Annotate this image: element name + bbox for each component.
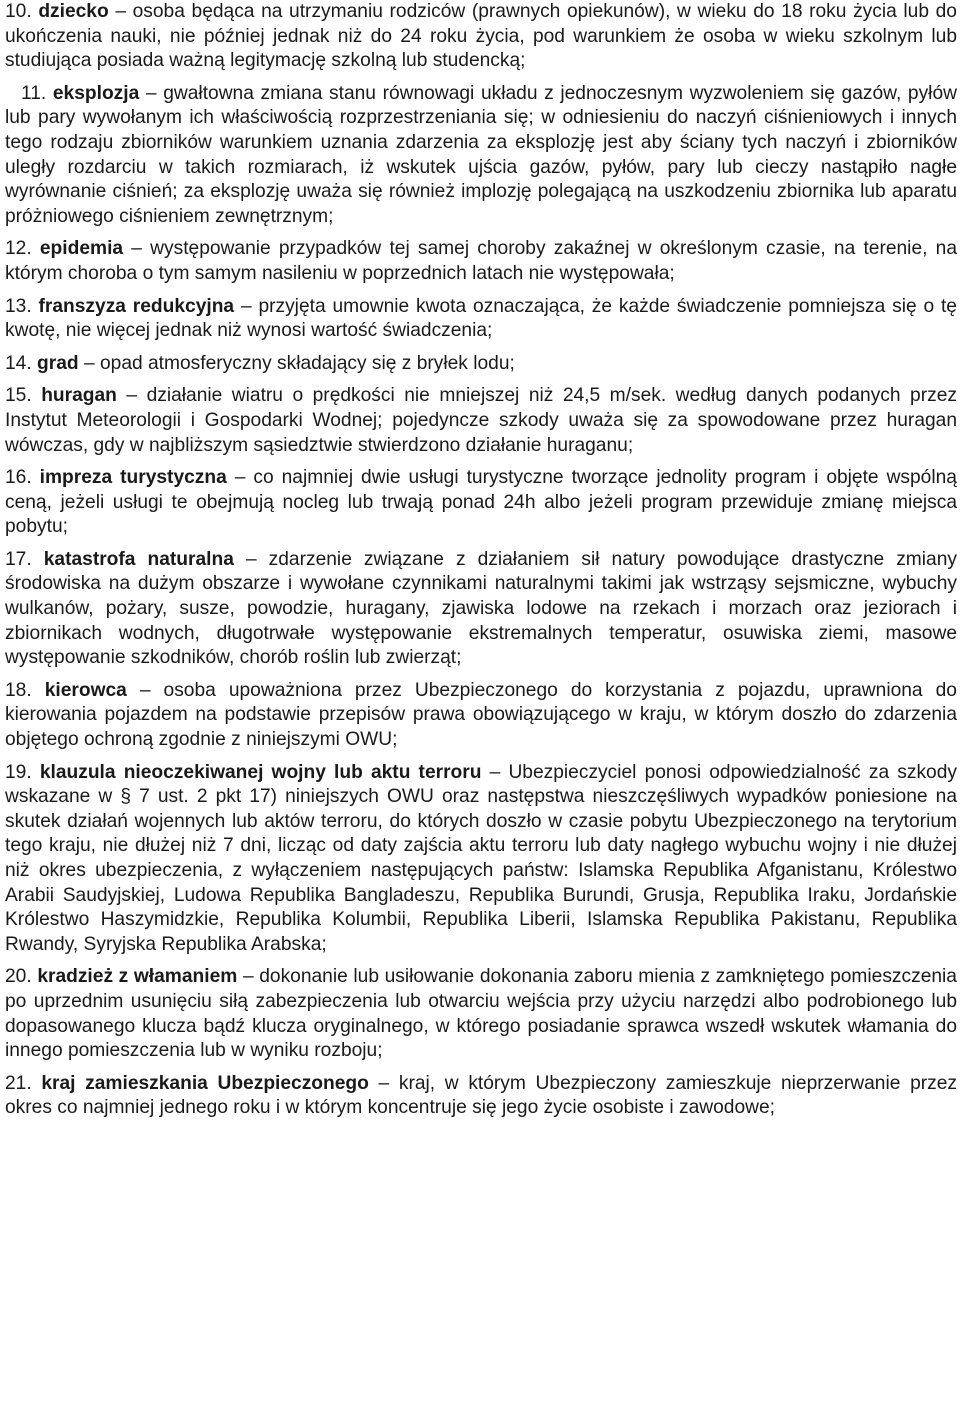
definition-text: gwałtowna zmiana stanu równowagi układu z jednoczesnym wyzwoleniem się gazów, pyłów lub pary wywołanym ich właściwością rozprzestrzeniania się; w odniesieniu do naczyń ciśnieniowych i innych tego rodzaju zbiorników warunkiem uznania zdarzenia za eksplozję jest aby ściany tych naczyń i zbiorników uległy rozdarciu w takich rozmiarach, iż wskutek ujścia gazów, pyłów, pary lub cieczy nastąpiło nagłe wyrównanie ciśnień; za eksplozję uważa się również implozję polegającą na uszkodzeniu zbiornika lub aparatu próżniowego ciśnieniem zewnętrznym; [5, 82, 957, 227]
definition-text: przyjęta umownie kwota oznaczająca, że każde świadczenie pomniejsza się o tę kwotę, nie więcej jednak niż wynosi wartość świadczenia; [5, 295, 957, 342]
definition-number: 14. [5, 352, 32, 374]
definition-term: eksplozja [52, 82, 140, 104]
definition-term: katastrofa naturalna [43, 548, 234, 570]
definition-18 [5, 679, 957, 753]
definition-number: 19. [5, 761, 32, 783]
definition-number: 12. [5, 238, 32, 260]
dash: – [489, 761, 501, 783]
definition-text: opad atmosferyczny składający się z bryłek lodu; [99, 352, 515, 374]
definition-term: dziecko [38, 1, 109, 22]
definition-text: występowanie przypadków tej samej choroby zakaźnej w określonym czasie, na terenie, na którym choroba o tym samym nasileniu w poprzednich latach nie występowała; [5, 238, 957, 284]
definition-term: grad [37, 352, 79, 374]
definition-number: 17. [5, 548, 32, 570]
dash: – [83, 352, 95, 374]
definition-term: kraj zamieszkania Ubezpieczonego [41, 1072, 369, 1094]
definition-13 [5, 295, 957, 344]
dash: – [126, 385, 138, 407]
definition-text: osoba upoważniona przez Ubezpieczonego do korzystania z pojazdu, uprawniona do kierowania pojazdem na podstawie przepisów prawa obowiązującego w kraju, w którym doszło do zdarzenia objętego ochroną zgodnie z niniejszymi OWU; [5, 679, 957, 751]
definition-term: franszyza redukcyjna [38, 295, 235, 317]
definition-text: co najmniej dwie usługi turystyczne tworzące jednolity program i objęte wspólną ceną, jeżeli usługi te obejmują nocleg lub trwają ponad 24h albo jeżeli program przewiduje zmianę miejsca pobytu; [5, 467, 957, 538]
definition-number: 15. [5, 385, 32, 407]
definition-text: kraj, w którym Ubezpieczony zamieszkuje nieprzerwanie przez okres co najmniej jednego roku i w którym koncentruje się jego życie osobiste i zawodowe; [5, 1072, 957, 1119]
definition-number: 21. [5, 1072, 32, 1094]
definition-number: 10. [5, 1, 32, 22]
definition-term: impreza turystyczna [39, 467, 227, 489]
dash: – [145, 82, 157, 104]
definition-text: zdarzenie związane z działaniem sił natury powodujące drastyczne zmiany środowiska na dużym obszarze i wywołane czynnikami naturalnymi takimi jak wstrząsy sejsmiczne, wybuchy wulkanów, pożary, susze, powodzie, huragany, zjawiska lodowe na rzekach i morzach oraz jeziorach i zbiornikach wodnych, długotrwałe występowanie ekstremalnych temperatur, osuwiska ziemi, masowe występowanie szkodników, chorób roślin lub zwierząt; [5, 548, 957, 669]
definition-number: 13. [5, 295, 32, 317]
definition-number: 11. [21, 82, 47, 104]
definition-term: huragan [41, 385, 117, 407]
dash: – [245, 548, 257, 570]
definition-12 [5, 237, 957, 286]
definition-15 [5, 384, 957, 458]
definition-19 [5, 761, 957, 958]
definition-10 [5, 0, 957, 74]
definition-17 [5, 548, 957, 671]
dash: – [131, 238, 142, 260]
definition-number: 20. [5, 966, 32, 988]
definition-16 [5, 466, 957, 540]
definition-text: dokonanie lub usiłowanie dokonania zaboru mienia z zamkniętego pomieszczenia po uprzednim usunięciu siłą zabezpieczenia lub otwarciu wejścia przy użyciu narzędzi albo podrobionego lub dopasowanego klucza bądź klucza oryginalnego, w którego posiadanie sprawca wszedł wskutek włamania do innego pomieszczenia lub w wyniku rozboju; [5, 966, 957, 1062]
definition-term: klauzula nieoczekiwanej wojny lub aktu terroru [39, 761, 482, 783]
dash: – [115, 1, 126, 22]
definition-14 [5, 352, 957, 377]
definition-text: działanie wiatru o prędkości nie mniejszej niż 24,5 m/sek. według danych podanych przez Instytut Meteorologii i Gospodarki Wodnej; pojedyncze szkody uważa się za spowodowane przez huragan wówczas, gdy w najbliższym sąsiedztwie stwierdzono działanie huraganu; [5, 385, 957, 456]
definition-term: epidemia [39, 238, 124, 260]
dash: – [139, 679, 151, 701]
definition-text: Ubezpieczyciel ponosi odpowiedzialność za szkody wskazane w § 7 ust. 2 pkt 17) niniejszych OWU oraz następstwa nieszczęśliwych wypadków poniesione na skutek działań wojennych lub aktów terroru, do których doszło w czasie pobytu Ubezpieczonego na terytorium tego kraju, nie dłużej niż 7 dni, licząc od daty zajścia aktu terroru lub daty nagłego wybuchu wojny i nie dłużej niż okres ubezpieczenia, z wyłączeniem następujących państw: Islamska Republika Afganistanu, Królestwo Arabii Saudyjskiej, Ludowa Republika Bangladeszu, Republika Burundi, Grusja, Republika Iraku, Jordańskie Królestwo Haszymidzkie, Republika Kolumbii, Republika Liberii, Islamska Republika Pakistanu, Republika Rwandy, Syryjska Republika Arabska; [5, 761, 957, 955]
definition-term: kradzież z włamaniem [37, 966, 238, 988]
document-page [5, 0, 957, 1129]
dash: – [240, 295, 252, 317]
dash: – [378, 1072, 390, 1094]
definition-20 [5, 965, 957, 1063]
definition-11 [5, 82, 957, 230]
definition-text: osoba będąca na utrzymaniu rodziców (prawnych opiekunów), w wieku do 18 roku życia lub do ukończenia nauki, nie później jednak niż do 24 roku życia, pod warunkiem że osoba w wieku szkolnym lub studiująca posiada ważną legitymację szkolną lub studencką; [5, 1, 957, 72]
dash: – [234, 467, 246, 489]
definition-number: 16. [5, 467, 32, 489]
definition-number: 18. [5, 679, 32, 701]
definition-term: kierowca [44, 679, 127, 701]
dash: – [242, 966, 254, 988]
definition-21 [5, 1072, 957, 1121]
